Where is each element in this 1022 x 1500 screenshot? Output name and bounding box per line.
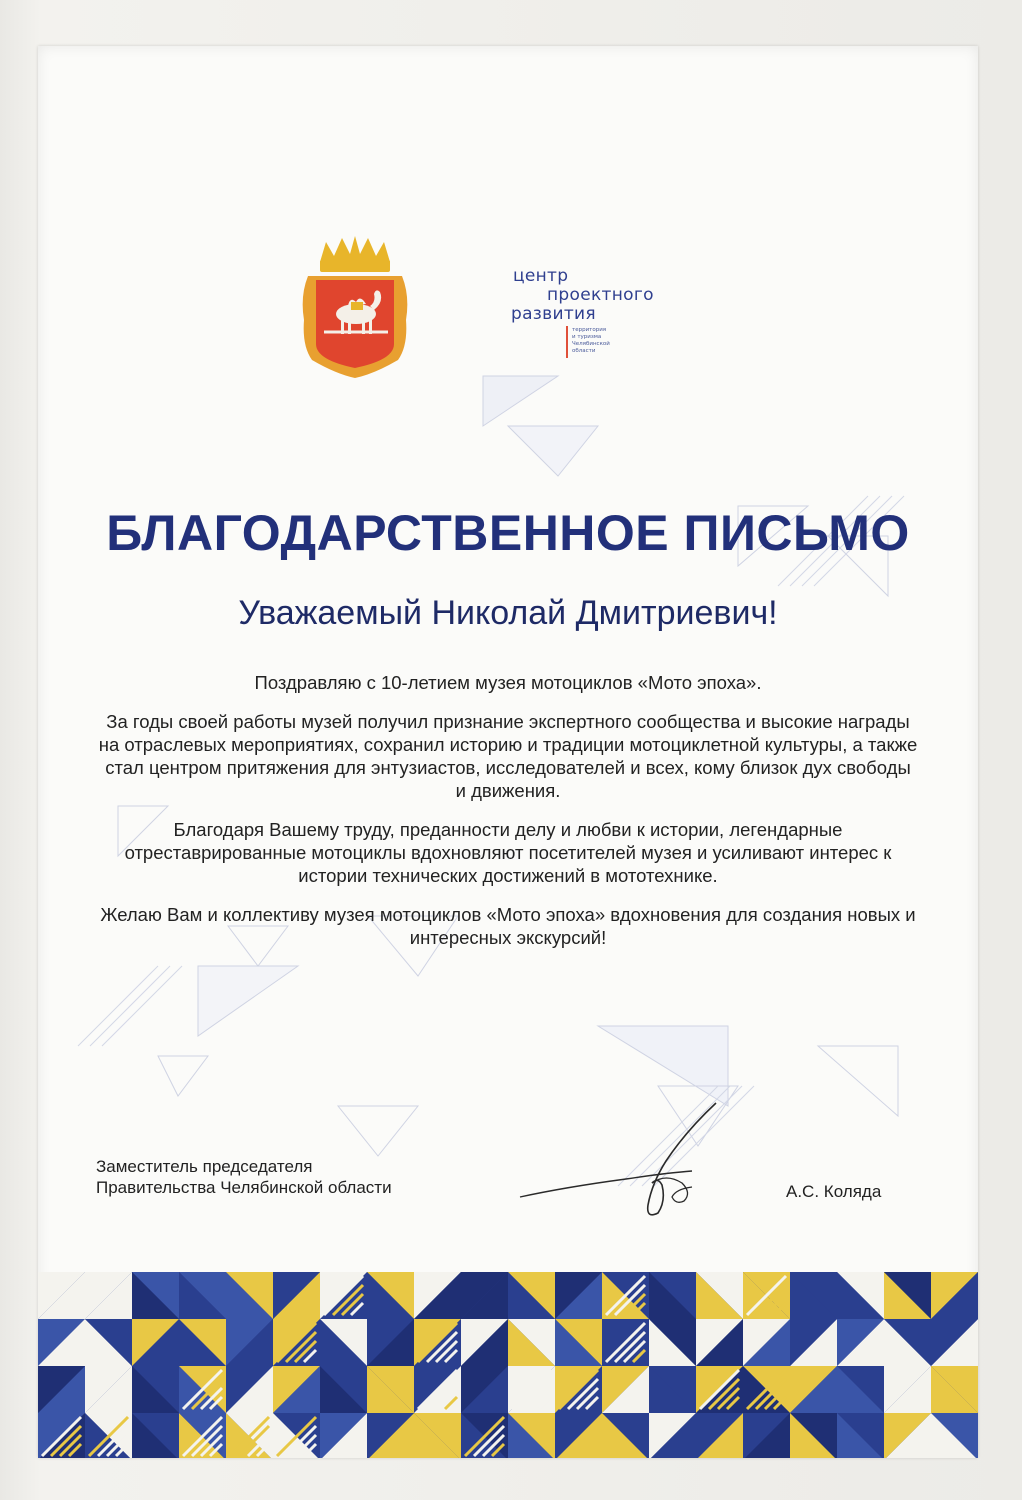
decorative-pattern-band — [38, 1272, 978, 1458]
document-title: БЛАГОДАРСТВЕННОЕ ПИСЬМО — [106, 505, 910, 561]
signatory-position — [96, 1156, 392, 1198]
organization-logo — [473, 266, 673, 386]
paragraph-4: Желаю Вам и коллективу музея мотоциклов «Мото эпоха» вдохновения для создания новых и интересных экскурсий! — [100, 904, 916, 948]
chelyabinsk-coat-of-arms-icon — [296, 236, 414, 381]
paragraph-1: Поздравляю с 10-летием музея мотоциклов «Мото эпоха». — [254, 672, 762, 693]
org-subline: территория и туризма Челябинской области — [572, 327, 610, 354]
org-line-2: проектного — [547, 285, 654, 305]
certificate-paper — [38, 46, 978, 1458]
paragraph-2: За годы своей работы музей получил признание экспертного сообщества и высокие награды на отраслевых мероприятиях, сохранил историю и традиции мотоциклетной культуры, а также стал центром притяжения для энтузиастов, исследователей и всех, кому близок дух свободы и движения. — [98, 711, 918, 801]
letter-body — [98, 671, 918, 965]
signatory-name: А.С. Коляда — [786, 1182, 882, 1201]
signatory-position-line-2: Правительства Челябинской области — [96, 1178, 392, 1197]
signatory-position-line-1: Заместитель председателя — [96, 1157, 313, 1176]
org-line-1: центр — [513, 266, 569, 286]
paragraph-3: Благодаря Вашему труду, преданности делу и любви к истории, легендарные отреставрированные мотоциклы вдохновляют посетителей музея и усиливают интерес к истории технических достижений в мототехнике. — [124, 819, 892, 886]
org-line-3: развития — [511, 304, 596, 324]
handwritten-signature — [516, 1101, 726, 1221]
org-accent-bar — [566, 326, 568, 358]
greeting: Уважаемый Николай Дмитриевич! — [238, 594, 778, 632]
